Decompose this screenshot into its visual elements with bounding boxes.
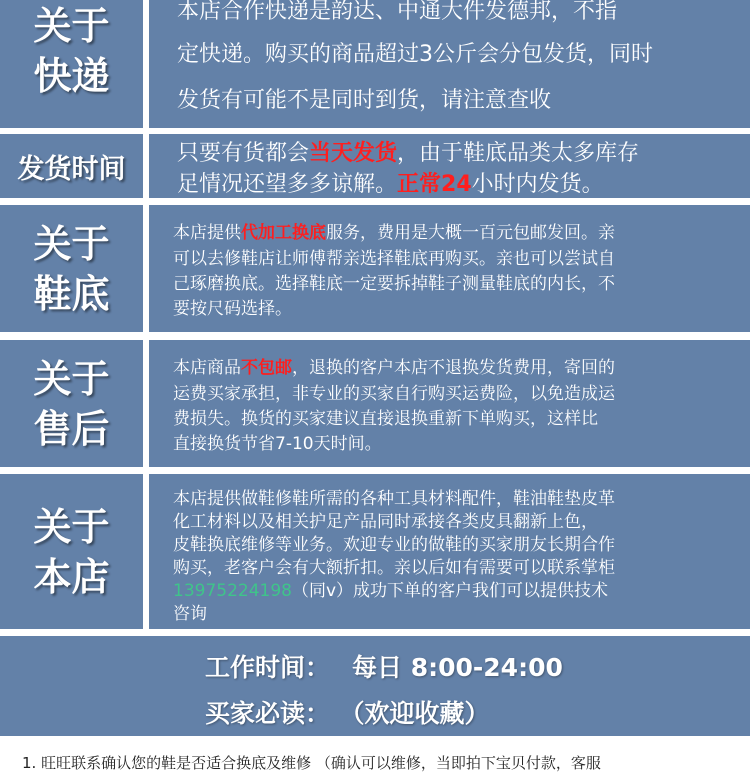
hours-block: [0, 636, 750, 736]
notice-line: [205, 694, 490, 730]
content-line: [177, 136, 639, 167]
section-soles: [0, 205, 750, 332]
section-label: [0, 205, 143, 332]
content-line: 化工材料以及相关护足产品同时承接各类皮具翻新上色，: [173, 512, 598, 532]
section-store: [0, 474, 750, 629]
highlight-text: 正常24: [397, 172, 472, 197]
section-delivery: [0, 0, 750, 128]
work-hours-line: [205, 648, 563, 684]
content-line: 购买，老客户会有大额折扣。亲以后如有需要可以联系掌柜: [173, 558, 615, 578]
content-line: 皮鞋换底维修等业务。欢迎专业的做鞋的买家朋友长期合作: [173, 535, 615, 555]
label-line-2: 本店: [33, 554, 110, 599]
label-line-2: 售后: [33, 406, 110, 451]
content-line: 咨询: [173, 604, 207, 624]
content-line: [177, 167, 604, 198]
section-label: [0, 474, 143, 629]
label-line-2: 快递: [33, 54, 110, 98]
highlight-text: 不包邮: [241, 358, 292, 378]
highlight-text: 代加工换底: [241, 223, 326, 243]
work-hours-label: 工作时间：: [205, 653, 331, 682]
content-line: 定快递。购买的商品超过3公斤会分包发货，同时: [177, 42, 653, 67]
section-label: [0, 340, 143, 467]
text-segment: ，退换的客户本店不退换发货费用，寄回的: [292, 358, 615, 378]
text-segment: 本店商品: [173, 358, 241, 378]
content-line: 直接换货节省7-10天时间。: [173, 434, 382, 454]
text-segment: ，由于鞋底品类太多库存: [397, 141, 640, 166]
section-after-sales: [0, 340, 750, 467]
text-segment: 服务，费用是大概一百元包邮发回。亲: [326, 223, 615, 243]
section-label: [0, 0, 143, 128]
content-line: 己琢磨换底。选择鞋底一定要拆掉鞋子测量鞋底的内长，不: [173, 274, 615, 294]
section-content: [149, 205, 750, 332]
text-segment: 小时内发货。: [471, 172, 604, 197]
content-line: [173, 218, 615, 243]
content-line: 可以去修鞋店让师傅帮亲选择鞋底再购买。亲也可以尝试自: [173, 249, 615, 269]
content-line: 运费买家承担，非专业的买家自行购买运费险，以免造成运: [173, 384, 615, 404]
content-line: 费损失。换货的买家建议直接退换重新下单购买，这样比: [173, 409, 598, 429]
notice-value: （欢迎收藏）: [352, 699, 490, 728]
section-ship-time: [0, 134, 750, 198]
section-content: [149, 340, 750, 467]
footer-instruction: 1. 旺旺联系确认您的鞋是否适合换底及维修 （确认可以维修，当即拍下宝贝付款，客服: [22, 754, 601, 772]
content-line: 本店提供做鞋修鞋所需的各种工具材料配件，鞋油鞋垫皮革: [173, 489, 615, 509]
section-content: [149, 134, 750, 198]
content-line: 要按尺码选择。: [173, 299, 292, 319]
text-segment: 只要有货都会: [177, 141, 310, 166]
text-segment: （同v）成功下单的客户我们可以提供技术: [291, 581, 609, 601]
content-line: [173, 576, 608, 601]
section-content: [149, 474, 750, 629]
section-content: [149, 0, 750, 128]
highlight-text: 当天发货: [309, 141, 398, 166]
label-line-2: 鞋底: [33, 271, 110, 316]
section-label: 发货时间: [0, 134, 143, 198]
label-line-1: 关于: [33, 356, 110, 401]
label-line-1: 关于: [33, 221, 110, 266]
content-line: 发货有可能不是同时到货，请注意查收: [177, 88, 552, 113]
content-line: 本店合作快递是韵达、中通大件发德邦，不指: [177, 0, 618, 24]
content-line: [173, 353, 615, 378]
text-segment: 足情况还望多多谅解。: [177, 172, 398, 197]
work-hours-value: 每日 8:00-24:00: [352, 653, 563, 682]
label-line-1: 关于: [33, 504, 110, 549]
label-line-1: 关于: [33, 4, 110, 48]
text-segment: 本店提供: [173, 223, 241, 243]
notice-label: 买家必读：: [205, 699, 331, 728]
phone-number: 13975224198: [173, 581, 292, 601]
